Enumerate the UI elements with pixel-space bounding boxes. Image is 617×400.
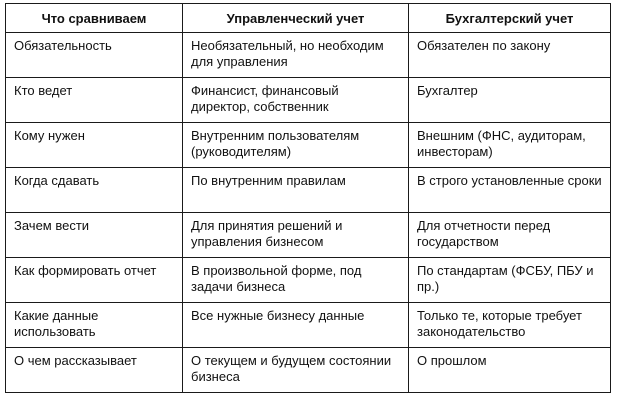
criterion-cell: Кто ведет — [6, 78, 183, 123]
management-cell: Внутренним пользователям (руководителям) — [183, 123, 409, 168]
financial-cell: Обязателен по закону — [409, 33, 611, 78]
criterion-cell: Какие данные использовать — [6, 303, 183, 348]
management-cell: Необязательный, но необходим для управления — [183, 33, 409, 78]
management-cell: По внутренним правилам — [183, 168, 409, 213]
financial-cell: Только те, которые требует законодательство — [409, 303, 611, 348]
financial-cell: По стандартам (ФСБУ, ПБУ и пр.) — [409, 258, 611, 303]
financial-cell: О прошлом — [409, 348, 611, 393]
financial-cell: В строго установленные сроки — [409, 168, 611, 213]
criterion-cell: Обязательность — [6, 33, 183, 78]
table-header — [6, 4, 611, 33]
table-row — [6, 303, 611, 348]
table-row — [6, 213, 611, 258]
criterion-cell: Зачем вести — [6, 213, 183, 258]
header-criterion: Что сравниваем — [6, 4, 183, 33]
table-row — [6, 33, 611, 78]
management-cell: Все нужные бизнесу данные — [183, 303, 409, 348]
criterion-cell: О чем рассказывает — [6, 348, 183, 393]
criterion-cell: Как формировать отчет — [6, 258, 183, 303]
financial-cell: Бухгалтер — [409, 78, 611, 123]
table-body — [6, 33, 611, 393]
table-row — [6, 123, 611, 168]
comparison-table — [5, 3, 611, 393]
management-cell: Финансист, финансовый директор, собственник — [183, 78, 409, 123]
management-cell: Для принятия решений и управления бизнесом — [183, 213, 409, 258]
financial-cell: Внешним (ФНС, аудиторам, инвесторам) — [409, 123, 611, 168]
table-row — [6, 258, 611, 303]
table-row — [6, 78, 611, 123]
criterion-cell: Кому нужен — [6, 123, 183, 168]
financial-cell: Для отчетности перед государством — [409, 213, 611, 258]
table-row — [6, 168, 611, 213]
header-row — [6, 4, 611, 33]
management-cell: О текущем и будущем состоянии бизнеса — [183, 348, 409, 393]
table-row — [6, 348, 611, 393]
criterion-cell: Когда сдавать — [6, 168, 183, 213]
management-cell: В произвольной форме, под задачи бизнеса — [183, 258, 409, 303]
header-financial-accounting: Бухгалтерский учет — [409, 4, 611, 33]
header-management-accounting: Управленческий учет — [183, 4, 409, 33]
